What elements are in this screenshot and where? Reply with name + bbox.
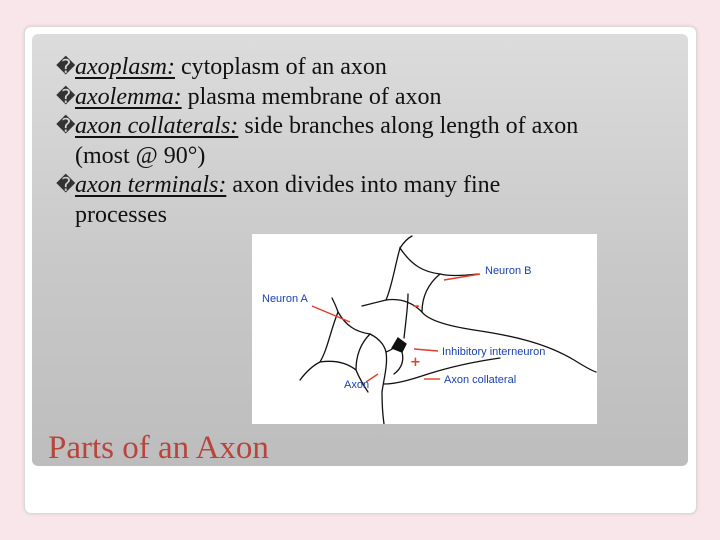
bullet-marker-icon: � xyxy=(56,56,76,78)
leader-line-inhibitory xyxy=(414,349,438,351)
label-inhibitory-interneuron: Inhibitory interneuron xyxy=(442,346,546,358)
bullet-desc: plasma membrane of axon xyxy=(181,83,442,110)
neuron-a-dendrite xyxy=(332,298,338,312)
bullet-item xyxy=(56,53,676,83)
label-axon-collateral: Axon collateral xyxy=(444,374,517,386)
bullet-desc-continued: (most @ 90°) xyxy=(75,142,206,169)
leader-line-neuron-a xyxy=(312,306,350,322)
bullet-marker-icon: � xyxy=(56,174,76,196)
bullet-marker-icon: � xyxy=(56,115,76,137)
neuron-b-dendrite xyxy=(362,300,386,306)
label-axon: Axon xyxy=(344,379,370,391)
bullet-marker-icon: � xyxy=(56,85,76,108)
neuron-a-axon xyxy=(370,334,387,424)
bullet-desc: cytoplasm of an axon xyxy=(174,54,387,80)
bullet-desc: side branches along length of axon xyxy=(238,113,579,139)
bullet-term: axon terminals: xyxy=(75,172,227,198)
bullet-term: axon collaterals: xyxy=(75,113,239,139)
neuron-a-soma xyxy=(320,312,370,370)
interneuron-body xyxy=(392,338,406,352)
interneuron-process xyxy=(394,352,403,374)
bullet-term: axolemma: xyxy=(75,83,182,110)
bullet-item xyxy=(56,171,676,230)
minus-sign: – xyxy=(413,299,420,314)
bullet-term: axoplasm: xyxy=(75,54,175,80)
label-neuron-b: Neuron B xyxy=(485,265,532,277)
neuron-b-dendrite xyxy=(400,236,412,248)
slide-title: Parts of an Axon xyxy=(48,430,269,466)
neuron-a-dendrite xyxy=(300,362,320,380)
bullet-list xyxy=(56,53,676,230)
axon-diagram xyxy=(252,234,597,424)
plus-sign: + xyxy=(410,355,421,370)
label-neuron-a: Neuron A xyxy=(262,293,308,305)
bullet-desc-continued: processes xyxy=(75,201,167,228)
bullet-item xyxy=(56,83,676,113)
neuron-b-axon xyxy=(422,312,596,372)
bullet-desc: axon divides into many fine xyxy=(226,172,501,198)
bullet-item xyxy=(56,112,676,171)
